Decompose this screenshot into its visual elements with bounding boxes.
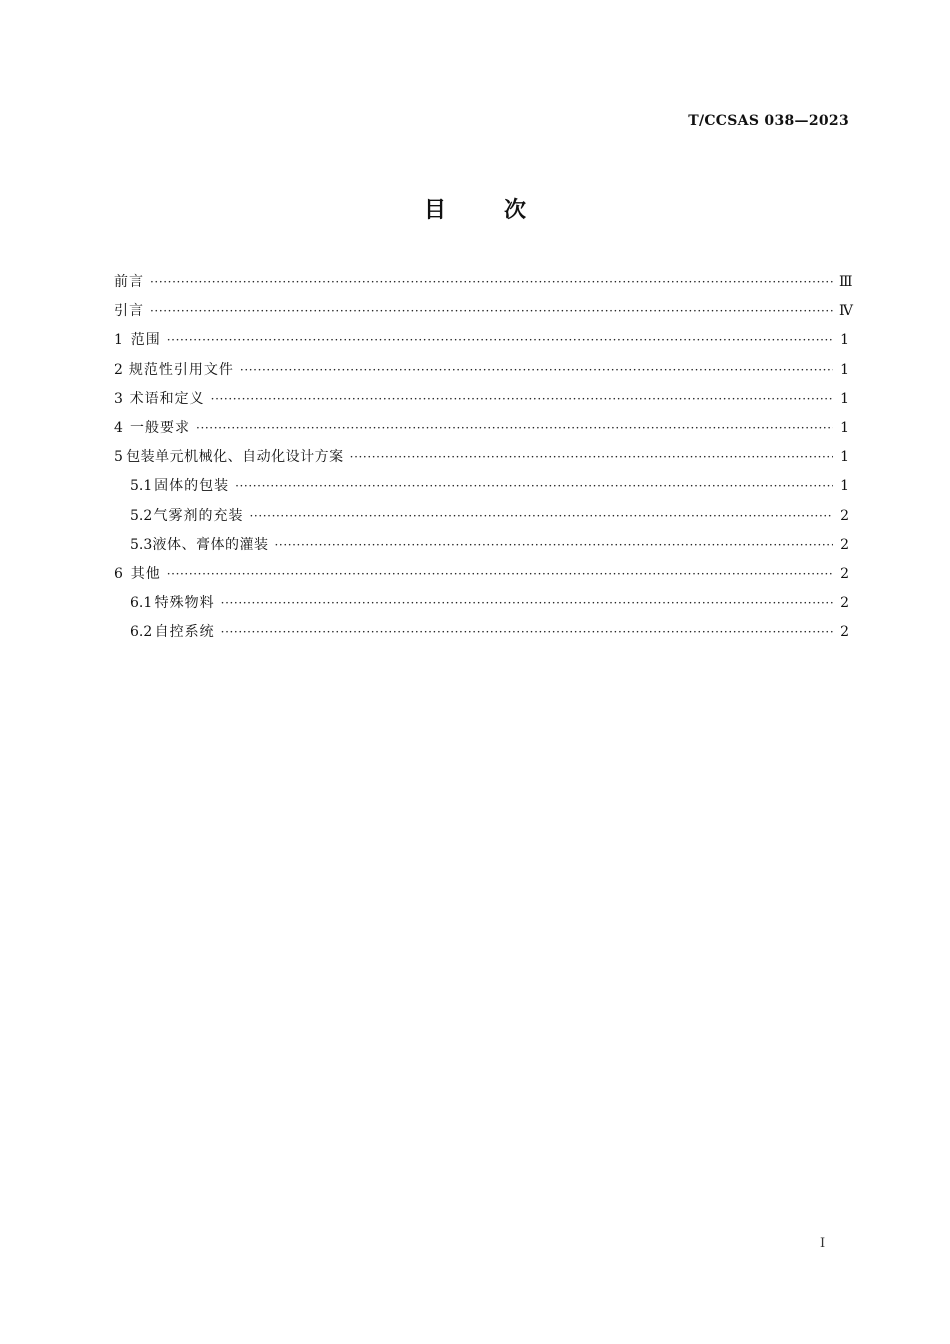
toc-entry[interactable] — [114, 388, 849, 417]
toc-subentry[interactable] — [114, 621, 849, 650]
title-char-2: 次 — [504, 198, 527, 223]
toc-entry[interactable] — [114, 359, 849, 388]
toc-entry-label: 液体、膏体的灌装 — [152, 536, 269, 553]
toc-entry-label: 术语和定义 — [129, 390, 205, 407]
toc-entry-label: 引言 — [114, 303, 144, 320]
toc-entry[interactable] — [114, 329, 849, 358]
toc-entry-number: 1 — [114, 332, 123, 349]
toc-entry-page: 1 — [840, 478, 849, 495]
toc-leader-dots — [235, 479, 833, 493]
toc-entry-page: Ⅲ — [839, 274, 853, 290]
toc-entry[interactable] — [114, 300, 853, 329]
toc-entry-label: 前言 — [114, 274, 144, 290]
toc-entry-number: 3 — [114, 390, 123, 407]
toc-entry-label: 气雾剂的充装 — [153, 507, 244, 524]
toc-subentry[interactable] — [114, 505, 849, 534]
toc-entry-page: 2 — [840, 565, 849, 582]
toc-entry-page: 2 — [840, 595, 849, 612]
toc-entry[interactable] — [114, 563, 849, 592]
toc-entry-number: 5 — [114, 449, 123, 466]
toc-entry-page: 1 — [840, 419, 849, 436]
toc-leader-dots — [221, 625, 833, 639]
toc-entry-label: 规范性引用文件 — [128, 361, 234, 378]
toc-entry-page: 1 — [840, 361, 849, 378]
toc-entry-number: 5.3 — [130, 536, 153, 553]
toc-entry[interactable] — [114, 446, 849, 475]
toc-subentry[interactable] — [114, 534, 849, 563]
toc-leader-dots — [150, 275, 833, 289]
toc-leader-dots — [167, 567, 833, 581]
page-number: I — [820, 1236, 826, 1251]
table-of-contents — [114, 271, 853, 650]
title-char-1: 目 — [423, 198, 446, 223]
toc-entry-number: 5.2 — [130, 507, 153, 524]
toc-leader-dots — [240, 363, 833, 377]
toc-entry-label: 包装单元机械化、自动化设计方案 — [126, 449, 344, 466]
toc-entry-page: Ⅳ — [839, 303, 853, 320]
toc-entry-number: 5.1 — [130, 478, 153, 495]
toc-entry-label: 其他 — [130, 565, 161, 582]
standard-code: T/CCSAS 038—2023 — [688, 113, 849, 129]
toc-entry-page: 1 — [840, 390, 849, 407]
toc-leader-dots — [196, 421, 833, 435]
toc-entry-label: 特殊物料 — [154, 595, 215, 612]
toc-entry-page: 2 — [840, 536, 849, 553]
toc-subentry[interactable] — [114, 475, 849, 504]
toc-entry-label: 固体的包装 — [154, 478, 230, 495]
toc-entry[interactable] — [114, 417, 849, 446]
toc-leader-dots — [167, 333, 833, 347]
toc-entry-label: 一般要求 — [130, 419, 191, 436]
toc-leader-dots — [211, 392, 833, 406]
toc-entry-page: 2 — [840, 507, 849, 524]
toc-entry-number: 4 — [114, 419, 123, 436]
toc-leader-dots — [250, 509, 834, 523]
toc-entry-page: 1 — [840, 332, 849, 349]
toc-entry-number: 6 — [114, 565, 123, 582]
toc-subentry[interactable] — [114, 592, 849, 621]
toc-entry-number: 6.1 — [130, 595, 153, 612]
toc-entry-page: 1 — [840, 449, 849, 466]
toc-entry-page: 2 — [840, 624, 849, 641]
toc-leader-dots — [274, 538, 833, 552]
toc-leader-dots — [150, 304, 833, 318]
toc-leader-dots — [350, 450, 833, 464]
toc-entry-label: 自控系统 — [154, 624, 215, 641]
toc-leader-dots — [221, 596, 833, 610]
toc-entry-label: 范围 — [130, 332, 161, 349]
page-title — [0, 193, 950, 224]
toc-entry-number: 6.2 — [130, 624, 153, 641]
toc-entry[interactable] — [114, 271, 853, 300]
toc-entry-number: 2 — [114, 361, 123, 378]
